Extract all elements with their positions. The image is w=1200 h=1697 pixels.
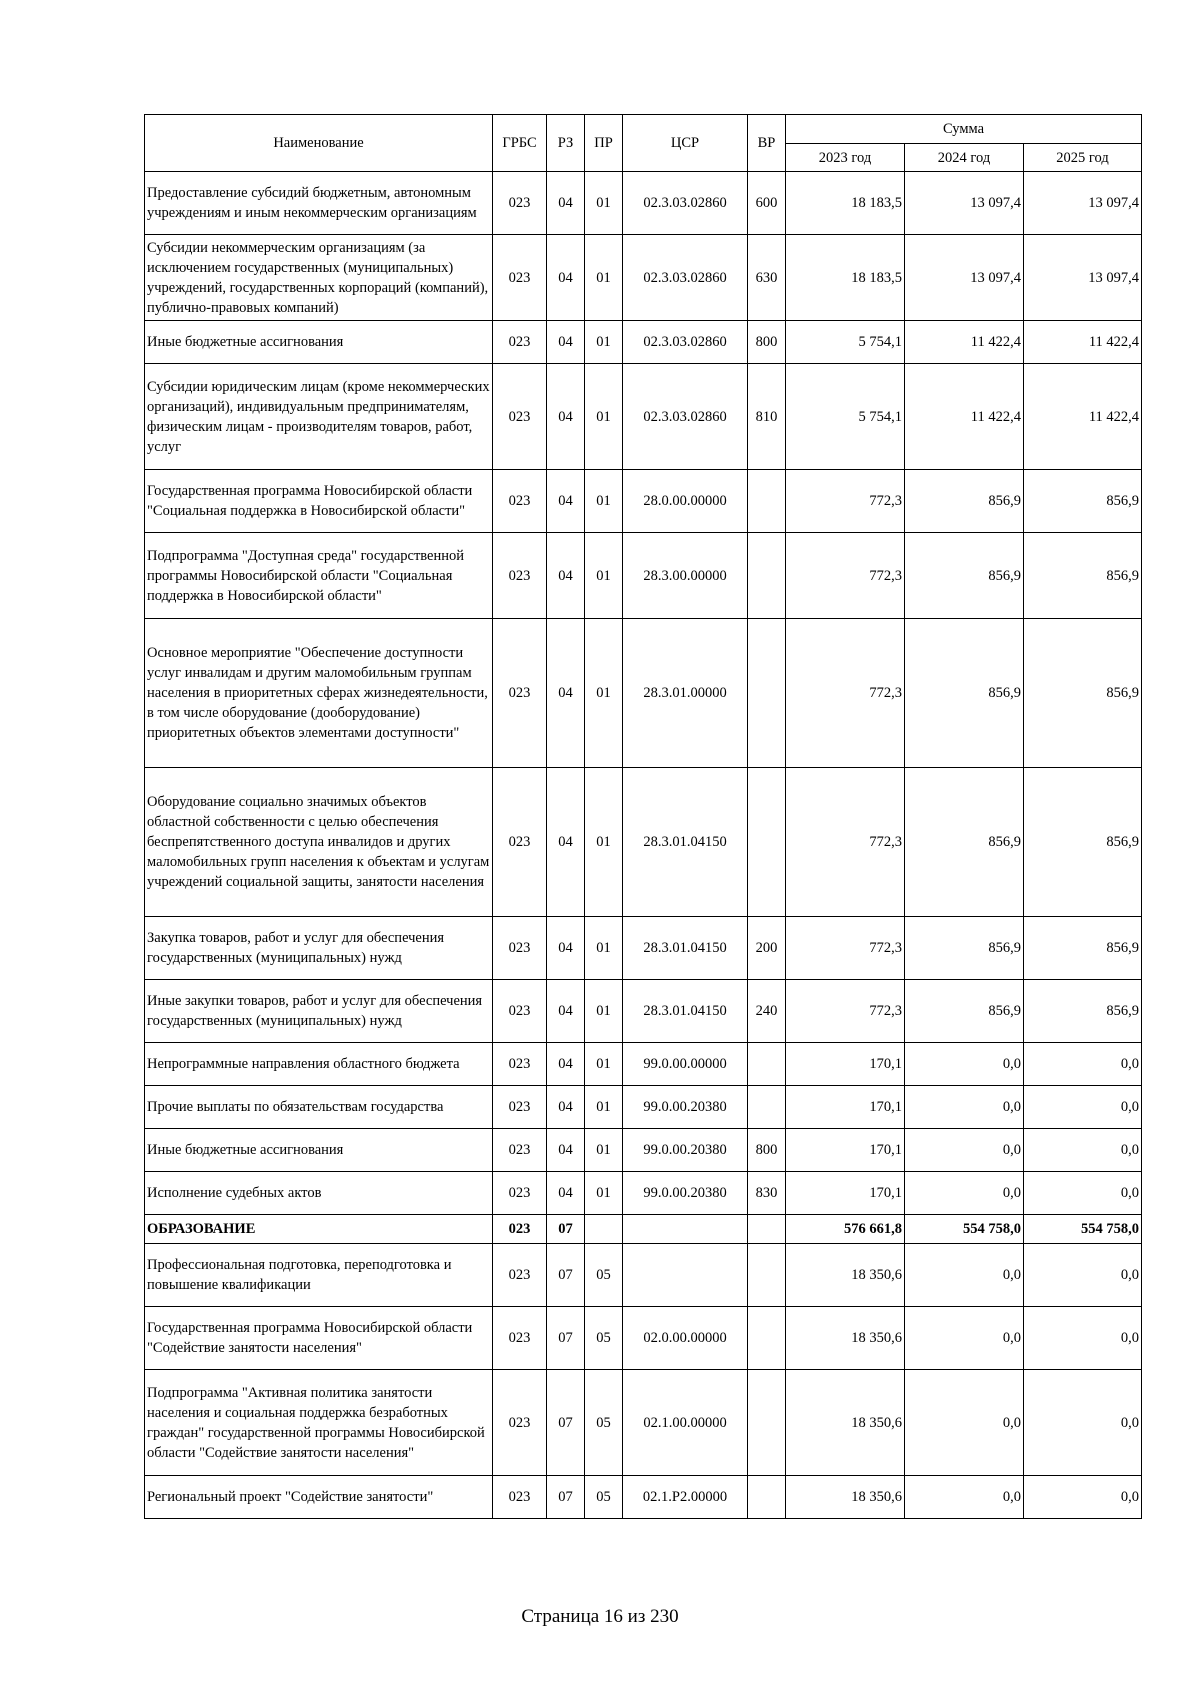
cell-csr: 99.0.00.00000 xyxy=(623,1043,748,1086)
cell-pr: 01 xyxy=(585,235,623,321)
cell-csr: 99.0.00.20380 xyxy=(623,1086,748,1129)
cell-pr: 01 xyxy=(585,364,623,470)
cell-2025: 0,0 xyxy=(1024,1476,1142,1519)
cell-2024: 856,9 xyxy=(905,917,1024,980)
table-row xyxy=(145,1370,1142,1476)
cell-vr: 810 xyxy=(748,364,786,470)
table-row xyxy=(145,172,1142,235)
cell-rz: 07 xyxy=(547,1476,585,1519)
cell-grbs: 023 xyxy=(493,619,547,768)
budget-table xyxy=(144,114,1142,1519)
cell-2023: 772,3 xyxy=(786,619,905,768)
cell-grbs: 023 xyxy=(493,1129,547,1172)
table-row xyxy=(145,1129,1142,1172)
cell-vr xyxy=(748,1043,786,1086)
cell-2024: 0,0 xyxy=(905,1476,1024,1519)
cell-name: Государственная программа Новосибирской области "Социальная поддержка в Новосибирской области" xyxy=(145,470,493,533)
cell-2023: 5 754,1 xyxy=(786,321,905,364)
table-row xyxy=(145,1476,1142,1519)
cell-csr: 99.0.00.20380 xyxy=(623,1129,748,1172)
cell-2024: 856,9 xyxy=(905,619,1024,768)
cell-2025: 13 097,4 xyxy=(1024,172,1142,235)
cell-2024: 0,0 xyxy=(905,1129,1024,1172)
table-row xyxy=(145,1215,1142,1244)
cell-name: Региональный проект "Содействие занятости" xyxy=(145,1476,493,1519)
cell-csr: 02.3.03.02860 xyxy=(623,235,748,321)
cell-rz: 04 xyxy=(547,533,585,619)
cell-pr: 01 xyxy=(585,1129,623,1172)
cell-vr xyxy=(748,470,786,533)
cell-name: Подпрограмма "Активная политика занятости населения и социальная поддержка безработных граждан" государственной программы Новосибирской области "Содействие занятости населения" xyxy=(145,1370,493,1476)
cell-csr: 99.0.00.20380 xyxy=(623,1172,748,1215)
cell-rz: 07 xyxy=(547,1215,585,1244)
cell-2025: 856,9 xyxy=(1024,980,1142,1043)
cell-2024: 856,9 xyxy=(905,768,1024,917)
header-grbs: ГРБС xyxy=(493,115,547,172)
cell-vr xyxy=(748,1370,786,1476)
cell-vr xyxy=(748,1215,786,1244)
cell-rz: 04 xyxy=(547,364,585,470)
cell-rz: 04 xyxy=(547,321,585,364)
cell-2023: 772,3 xyxy=(786,533,905,619)
cell-rz: 04 xyxy=(547,768,585,917)
cell-2025: 856,9 xyxy=(1024,768,1142,917)
table-row xyxy=(145,364,1142,470)
cell-2025: 0,0 xyxy=(1024,1172,1142,1215)
cell-csr: 02.3.03.02860 xyxy=(623,364,748,470)
cell-name: Оборудование социально значимых объектов областной собственности с целью обеспечения беспрепятственного доступа инвалидов и других маломобильных групп населения к объектам и услугам учреждений социальной защиты, занятости населения xyxy=(145,768,493,917)
table-row xyxy=(145,235,1142,321)
cell-2025: 0,0 xyxy=(1024,1370,1142,1476)
cell-pr: 05 xyxy=(585,1370,623,1476)
cell-csr: 28.3.01.04150 xyxy=(623,980,748,1043)
cell-vr xyxy=(748,1086,786,1129)
cell-2025: 0,0 xyxy=(1024,1129,1142,1172)
cell-vr xyxy=(748,1476,786,1519)
cell-grbs: 023 xyxy=(493,470,547,533)
cell-2025: 856,9 xyxy=(1024,533,1142,619)
cell-csr: 02.1.00.00000 xyxy=(623,1370,748,1476)
header-year-2023: 2023 год xyxy=(786,144,905,172)
header-vr: ВР xyxy=(748,115,786,172)
table-row xyxy=(145,1086,1142,1129)
cell-2024: 0,0 xyxy=(905,1370,1024,1476)
cell-vr: 200 xyxy=(748,917,786,980)
cell-2024: 856,9 xyxy=(905,470,1024,533)
cell-grbs: 023 xyxy=(493,1476,547,1519)
cell-grbs: 023 xyxy=(493,917,547,980)
cell-rz: 04 xyxy=(547,1172,585,1215)
cell-grbs: 023 xyxy=(493,1244,547,1307)
cell-grbs: 023 xyxy=(493,533,547,619)
cell-2023: 576 661,8 xyxy=(786,1215,905,1244)
cell-csr: 02.3.03.02860 xyxy=(623,172,748,235)
cell-rz: 04 xyxy=(547,1086,585,1129)
table-row xyxy=(145,1244,1142,1307)
cell-2023: 772,3 xyxy=(786,980,905,1043)
cell-grbs: 023 xyxy=(493,980,547,1043)
cell-2023: 772,3 xyxy=(786,768,905,917)
cell-vr: 800 xyxy=(748,321,786,364)
cell-2023: 18 350,6 xyxy=(786,1307,905,1370)
cell-rz: 04 xyxy=(547,172,585,235)
table-row xyxy=(145,980,1142,1043)
cell-rz: 04 xyxy=(547,1129,585,1172)
table-row xyxy=(145,619,1142,768)
cell-pr: 01 xyxy=(585,533,623,619)
table-row xyxy=(145,470,1142,533)
cell-2024: 0,0 xyxy=(905,1307,1024,1370)
header-csr: ЦСР xyxy=(623,115,748,172)
cell-csr: 28.3.00.00000 xyxy=(623,533,748,619)
cell-vr xyxy=(748,768,786,917)
table-header xyxy=(145,115,1142,172)
table-row xyxy=(145,768,1142,917)
cell-rz: 07 xyxy=(547,1370,585,1476)
cell-name: Иные бюджетные ассигнования xyxy=(145,321,493,364)
cell-grbs: 023 xyxy=(493,321,547,364)
header-year-2025: 2025 год xyxy=(1024,144,1142,172)
cell-2023: 170,1 xyxy=(786,1172,905,1215)
cell-grbs: 023 xyxy=(493,1086,547,1129)
cell-rz: 04 xyxy=(547,235,585,321)
cell-pr: 05 xyxy=(585,1307,623,1370)
cell-csr: 28.3.01.04150 xyxy=(623,917,748,980)
cell-name: Подпрограмма "Доступная среда" государственной программы Новосибирской области "Социальная поддержка в Новосибирской области" xyxy=(145,533,493,619)
cell-name: Непрограммные направления областного бюджета xyxy=(145,1043,493,1086)
cell-2024: 0,0 xyxy=(905,1043,1024,1086)
cell-pr: 01 xyxy=(585,917,623,980)
cell-pr: 01 xyxy=(585,1086,623,1129)
cell-2023: 18 350,6 xyxy=(786,1476,905,1519)
header-sum: Сумма xyxy=(786,115,1142,144)
header-rz: РЗ xyxy=(547,115,585,172)
cell-pr: 01 xyxy=(585,172,623,235)
cell-csr xyxy=(623,1244,748,1307)
cell-rz: 07 xyxy=(547,1307,585,1370)
cell-vr: 240 xyxy=(748,980,786,1043)
cell-2024: 13 097,4 xyxy=(905,172,1024,235)
cell-name: Исполнение судебных актов xyxy=(145,1172,493,1215)
cell-csr: 28.0.00.00000 xyxy=(623,470,748,533)
cell-2023: 18 350,6 xyxy=(786,1244,905,1307)
cell-2024: 856,9 xyxy=(905,533,1024,619)
table-row xyxy=(145,917,1142,980)
cell-vr xyxy=(748,619,786,768)
cell-name: Основное мероприятие "Обеспечение доступности услуг инвалидам и другим маломобильным группам населения в приоритетных сферах жизнедеятельности, в том числе оборудование (дооборудование) приоритетных объектов элементами доступности" xyxy=(145,619,493,768)
cell-2025: 0,0 xyxy=(1024,1307,1142,1370)
cell-2025: 0,0 xyxy=(1024,1086,1142,1129)
cell-csr: 28.3.01.04150 xyxy=(623,768,748,917)
cell-name: Государственная программа Новосибирской области "Содействие занятости населения" xyxy=(145,1307,493,1370)
cell-rz: 07 xyxy=(547,1244,585,1307)
cell-pr: 01 xyxy=(585,321,623,364)
cell-pr: 05 xyxy=(585,1244,623,1307)
cell-csr: 02.3.03.02860 xyxy=(623,321,748,364)
cell-name: Иные бюджетные ассигнования xyxy=(145,1129,493,1172)
cell-grbs: 023 xyxy=(493,1172,547,1215)
cell-vr: 630 xyxy=(748,235,786,321)
table-row xyxy=(145,1043,1142,1086)
cell-2025: 856,9 xyxy=(1024,619,1142,768)
table-row xyxy=(145,533,1142,619)
cell-rz: 04 xyxy=(547,1043,585,1086)
cell-2025: 856,9 xyxy=(1024,917,1142,980)
cell-csr: 02.1.P2.00000 xyxy=(623,1476,748,1519)
cell-2023: 18 350,6 xyxy=(786,1370,905,1476)
header-pr: ПР xyxy=(585,115,623,172)
cell-vr xyxy=(748,533,786,619)
cell-2025: 11 422,4 xyxy=(1024,364,1142,470)
cell-grbs: 023 xyxy=(493,1215,547,1244)
cell-pr: 05 xyxy=(585,1476,623,1519)
cell-rz: 04 xyxy=(547,619,585,768)
header-name: Наименование xyxy=(145,115,493,172)
cell-2023: 772,3 xyxy=(786,917,905,980)
cell-name: Закупка товаров, работ и услуг для обеспечения государственных (муниципальных) нужд xyxy=(145,917,493,980)
cell-rz: 04 xyxy=(547,980,585,1043)
cell-name: Прочие выплаты по обязательствам государства xyxy=(145,1086,493,1129)
cell-grbs: 023 xyxy=(493,364,547,470)
cell-2025: 0,0 xyxy=(1024,1244,1142,1307)
cell-2025: 13 097,4 xyxy=(1024,235,1142,321)
cell-name: Субсидии юридическим лицам (кроме некоммерческих организаций), индивидуальным предпринимателям, физическим лицам - производителям товаров, работ, услуг xyxy=(145,364,493,470)
cell-2023: 18 183,5 xyxy=(786,172,905,235)
cell-grbs: 023 xyxy=(493,172,547,235)
cell-grbs: 023 xyxy=(493,1370,547,1476)
cell-2023: 5 754,1 xyxy=(786,364,905,470)
table-row xyxy=(145,1307,1142,1370)
cell-vr: 830 xyxy=(748,1172,786,1215)
cell-2024: 856,9 xyxy=(905,980,1024,1043)
cell-vr xyxy=(748,1307,786,1370)
cell-csr xyxy=(623,1215,748,1244)
header-year-2024: 2024 год xyxy=(905,144,1024,172)
cell-rz: 04 xyxy=(547,470,585,533)
cell-2024: 0,0 xyxy=(905,1172,1024,1215)
cell-2024: 554 758,0 xyxy=(905,1215,1024,1244)
cell-2024: 13 097,4 xyxy=(905,235,1024,321)
cell-grbs: 023 xyxy=(493,235,547,321)
cell-name: Иные закупки товаров, работ и услуг для обеспечения государственных (муниципальных) нужд xyxy=(145,980,493,1043)
cell-2025: 11 422,4 xyxy=(1024,321,1142,364)
cell-2024: 0,0 xyxy=(905,1244,1024,1307)
cell-pr: 01 xyxy=(585,1172,623,1215)
table-body xyxy=(145,172,1142,1519)
cell-grbs: 023 xyxy=(493,1307,547,1370)
cell-csr: 28.3.01.00000 xyxy=(623,619,748,768)
cell-name: Профессиональная подготовка, переподготовка и повышение квалификации xyxy=(145,1244,493,1307)
cell-2023: 170,1 xyxy=(786,1086,905,1129)
cell-pr: 01 xyxy=(585,470,623,533)
cell-grbs: 023 xyxy=(493,1043,547,1086)
cell-pr: 01 xyxy=(585,1043,623,1086)
cell-pr: 01 xyxy=(585,768,623,917)
cell-2024: 11 422,4 xyxy=(905,364,1024,470)
cell-2025: 856,9 xyxy=(1024,470,1142,533)
cell-grbs: 023 xyxy=(493,768,547,917)
cell-2025: 554 758,0 xyxy=(1024,1215,1142,1244)
cell-rz: 04 xyxy=(547,917,585,980)
page-number: Страница 16 из 230 xyxy=(521,1606,679,1627)
cell-2023: 170,1 xyxy=(786,1043,905,1086)
table-row xyxy=(145,1172,1142,1215)
cell-2025: 0,0 xyxy=(1024,1043,1142,1086)
cell-csr: 02.0.00.00000 xyxy=(623,1307,748,1370)
cell-name: Предоставление субсидий бюджетным, автономным учреждениям и иным некоммерческим организациям xyxy=(145,172,493,235)
cell-2023: 170,1 xyxy=(786,1129,905,1172)
table-row xyxy=(145,321,1142,364)
cell-pr: 01 xyxy=(585,619,623,768)
cell-pr xyxy=(585,1215,623,1244)
cell-2023: 772,3 xyxy=(786,470,905,533)
cell-vr xyxy=(748,1244,786,1307)
cell-vr: 800 xyxy=(748,1129,786,1172)
cell-pr: 01 xyxy=(585,980,623,1043)
cell-vr: 600 xyxy=(748,172,786,235)
cell-2023: 18 183,5 xyxy=(786,235,905,321)
cell-name: ОБРАЗОВАНИЕ xyxy=(145,1215,493,1244)
cell-2024: 0,0 xyxy=(905,1086,1024,1129)
cell-2024: 11 422,4 xyxy=(905,321,1024,364)
cell-name: Субсидии некоммерческим организациям (за исключением государственных (муниципальных) учреждений, государственных корпораций (компаний), публично-правовых компаний) xyxy=(145,235,493,321)
